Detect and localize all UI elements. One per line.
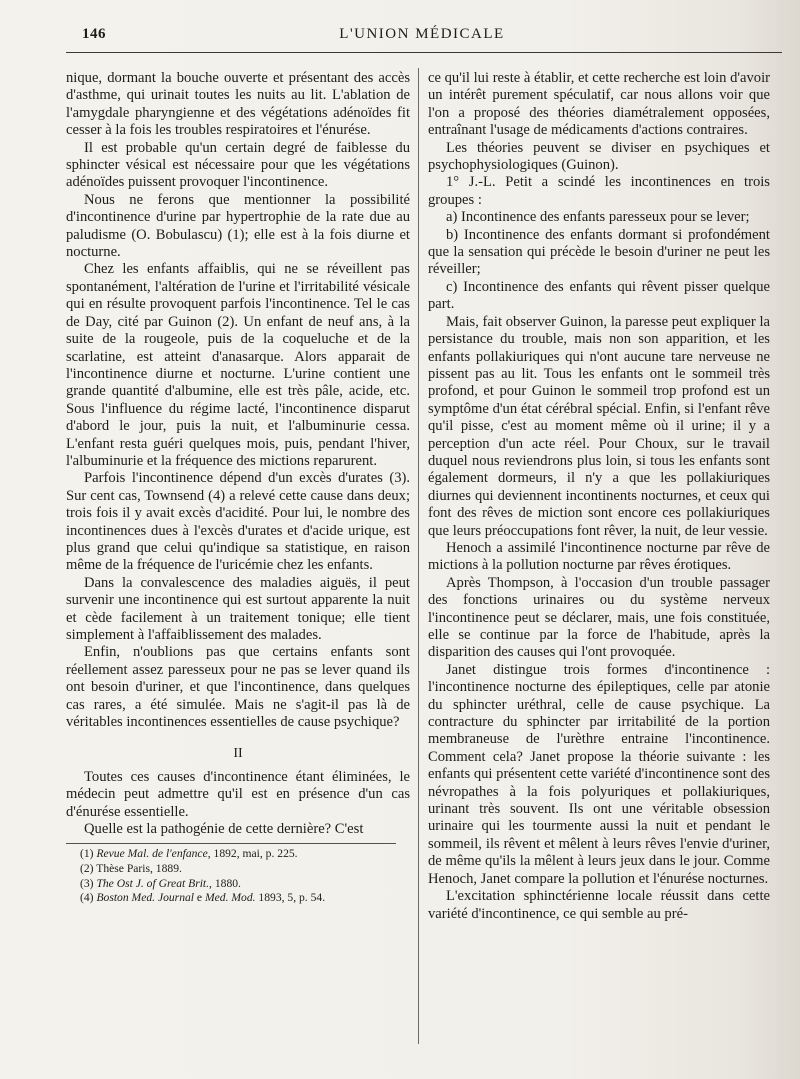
list-item: c) Incontinence des enfants qui rêvent pisser quelque part. [428,278,770,313]
paragraph: Quelle est la pathogénie de cette dernière? C'est [84,821,364,838]
page-number: 146 [82,26,106,42]
footnote-connector: e [194,891,205,905]
paragraph: Dans la convalescence des maladies aiguës, il peut survenir une incontinence qui est surtout apparente la nuit et cède facilement à un traitement tonique; elle tient simplement à l'affaiblissement des malades. [66,574,410,643]
footnote-source: Med. Mod. [204,891,256,905]
running-title: L'UNION MÉDICALE [339,26,505,42]
footnote-source: The Ost J. of Great Brit. [96,876,210,890]
paragraph: 1° J.-L. Petit a scindé les incontinences en trois groupes : [428,174,770,208]
footnote [66,877,410,892]
section-number: II [233,746,243,762]
paragraph: Henoch a assimilé l'incontinence nocturne par rêve de mictions à la pollution nocturne par rêves érotiques. [428,539,770,574]
footnote-text: Thèse Paris, 1889. [96,862,182,876]
paragraph: Les théories peuvent se diviser en psychiques et psychophysiologiques (Guinon). [428,139,770,174]
right-column [428,70,770,923]
page-header [66,26,778,48]
footnote-text: , 1892, mai, p. 225. [207,847,298,861]
paragraph: Il est probable qu'un certain degré de faiblesse du sphincter vésical est nécessaire pour que les végétations adénoïdes puissent provoquer l'incontinence. [66,139,410,191]
header-rule [66,52,782,53]
paragraph: L'excitation sphinctérienne locale réussit dans cette variété d'incontinence, ce qui semble au pré- [428,888,770,922]
footnote-number: (3) [80,876,94,890]
footnote-number: (4) [80,891,94,905]
paragraph: Chez les enfants affaiblis, qui ne se réveillent pas spontanément, l'altération de l'urine et l'irritabilité vésicale qui en résulte provoquent parfois l'incontinence. Tel le cas de Day, cité par Guinon (2). Un enfant de neuf ans, à la suite de la rougeole, puis de la coqueluche et de la scarlatine, est atteint d'anasarque. Alors apparait de l'incontinence diurne et nocturne. L'urine contient une grande quantité d'albumine, elle est très pâle, acide, etc. Sous l'influence du régime lacté, l'incontinence disparut d'abord le jour, puis la nuit, et l'albuminurie cessa. L'enfant resta guéri quelques mois, puis, pendant l'hiver, l'albuminurie et la fréquence des mictions reparurent. [66,261,410,469]
footnote-text: , 1880. [209,876,241,890]
footnote-source: Boston Med. Journal [96,891,195,905]
footnote-number: (2) [80,862,94,876]
footnote [66,847,410,862]
footnote-rule [66,843,396,844]
paragraph: Nous ne ferons que mentionner la possibilité d'incontinence d'urine par hypertrophie de la rate due au paludisme (O. Bobulascu) (1); elle est à la fois diurne et nocturne. [66,191,410,261]
footnote-text: 1893, 5, p. 54. [255,891,326,905]
left-column [66,70,410,906]
footnote [66,862,410,877]
paragraph: nique, dormant la bouche ouverte et présentant des accès d'asthme, qui urinait toutes les nuits au lit. L'ablation de l'amygdale pharyngienne et des végétations adénoïdes fit cesser à la fois les troubles respiratoires et l'énurése. [66,70,410,139]
footnote-source: Revue Mal. de l'enfance [96,847,208,861]
footnote-number: (1) [80,847,94,861]
list-item: b) Incontinence des enfants dormant si profondément que la sensation qui précède le besoin d'uriner ne peut les réveiller; [428,226,770,278]
list-item: a) Incontinence des enfants paresseux pour se lever; [446,209,750,226]
paragraph: Janet distingue trois formes d'incontinence : l'incontinence nocturne des épileptiques, celle par atonie du sphincter uréthral, celle de cause psychique. La contracture du sphincter par irritabilité de la portion membraneuse de l'urèthre entraine l'incontinence. Comment cela? Janet propose la théorie suivante : les enfants qui présentent cette variété d'incontinence sont des névropathes à la fois polyuriques et pollakiuriques, urinant très souvent. Ils ont une véritable obsession urinaire qui les tourmente aussi la nuit et pendant le sommeil, ils rêvent et mêlent à leurs rêves l'envie d'uriner, de même qu'ils la mêlent à leurs jeux dans le jour. Comme Henoch, Janet compare la pollution et l'énurése nocturnes. [428,661,770,887]
paragraph: Parfois l'incontinence dépend d'un excès d'urates (3). Sur cent cas, Townsend (4) a relevé cette cause dans deux; trois fois il y avait excès d'acidité. Pour lui, le nombre des incontinences dues à l'excès d'urates et d'acide urique, est plus grand que celui qu'indique sa statistique, en raison même de la fréquence de l'uricémie chez les enfants. [66,470,410,574]
paragraph: ce qu'il lui reste à établir, et cette recherche est loin d'avoir un intérêt purement spéculatif, car nous allons voir que l'on a proposé des théories diamétralement opposées, entraînant l'usage de médicaments d'actions contraires. [428,70,770,139]
paragraph: Mais, fait observer Guinon, la paresse peut expliquer la persistance du trouble, mais non son apparition, et les enfants pollakiuriques qui n'ont aucune tare nerveuse ne pissent pas au lit. Tous les enfants ont le sommeil très profond, et pour Guinon le sommeil trop profond est un symptôme d'un état cérébral spécial. Enfin, si l'enfant rêve qu'il pisse, c'est au moment même où il urine; il y a perception d'un acte réel. Pour Choux, sur le travail duquel nous reviendrons plus loin, si tous les enfants sont également dormeurs, il n'y a que les pollakiuriques diurnes qui deviennent incontinents nocturnes, et ceux qui font des rêves de miction sont encore ces pollakiuriques que leurs préoccupations font rêver, la nuit, de leur vessie. [428,313,770,539]
column-divider [418,68,419,1044]
paragraph: Après Thompson, à l'occasion d'un trouble passager des fonctions urinaires ou du système nerveux l'incontinence peut se déclarer, mais, une fois constituée, elle se continue par la force de l'habitude, après la disparition des causes qui l'ont provoquée. [428,574,770,661]
footnotes [66,847,410,905]
paragraph: Enfin, n'oublions pas que certains enfants sont réellement assez paresseux pour ne pas se lever quand ils ont besoin d'uriner, et que l'incontinence, dans quelques cas rares, a été simulée. Mais ne s'agit-il pas là de véritables incontinences essentielles de cause psychique? [66,644,410,731]
footnote [66,891,410,906]
paragraph: Toutes ces causes d'incontinence étant éliminées, le médecin peut admettre qu'il est en présence d'un cas d'énurése essentielle. [66,768,410,820]
